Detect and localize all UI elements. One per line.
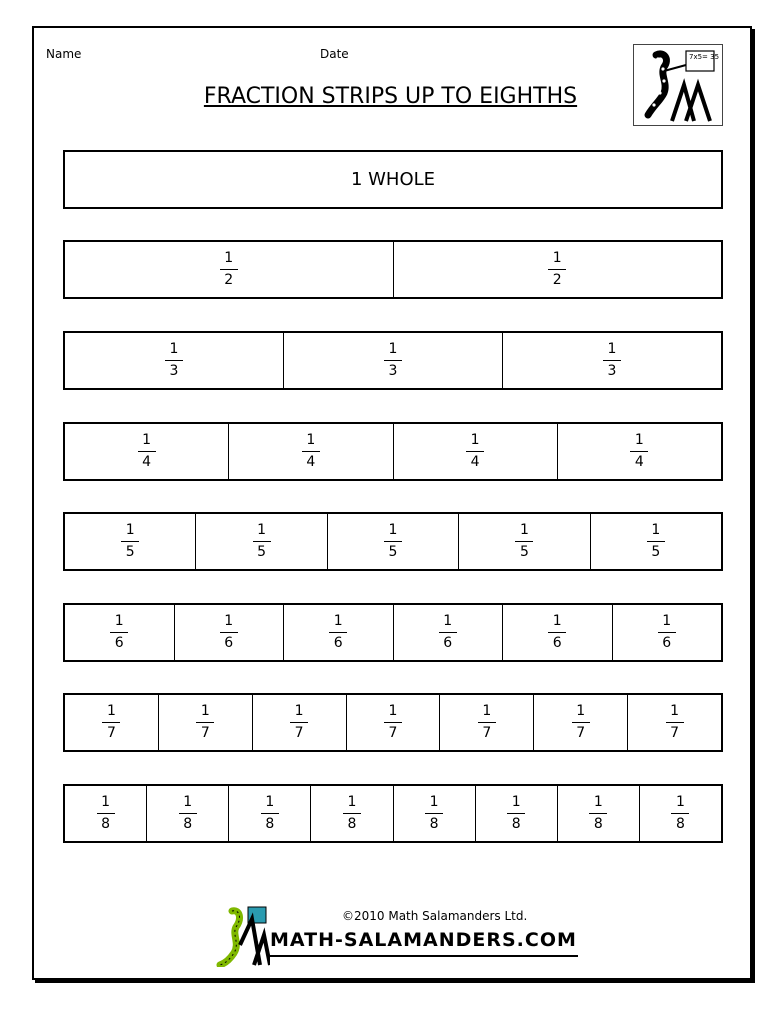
denominator: 3 <box>607 363 617 379</box>
fraction-cell <box>557 424 721 479</box>
fraction-cell <box>533 695 627 750</box>
fraction-bar <box>603 360 621 361</box>
fraction-cell <box>393 242 722 297</box>
strip-2ths <box>63 240 723 299</box>
fraction <box>261 794 279 833</box>
fraction <box>630 432 648 471</box>
fraction-cell <box>65 424 228 479</box>
numerator: 1 <box>429 794 439 810</box>
fraction-cell <box>627 695 721 750</box>
fraction-bar <box>220 632 238 633</box>
footer <box>210 905 590 967</box>
numerator: 1 <box>142 432 152 448</box>
fraction-bar <box>196 722 214 723</box>
denominator: 7 <box>482 725 492 741</box>
fraction <box>253 522 271 561</box>
denominator: 4 <box>470 454 480 470</box>
fraction-bar <box>261 813 279 814</box>
date-label: Date <box>320 47 349 61</box>
numerator: 1 <box>593 794 603 810</box>
fraction-bar <box>165 360 183 361</box>
fraction <box>220 613 238 652</box>
fraction-bar <box>343 813 361 814</box>
fraction-cell <box>174 605 284 660</box>
numerator: 1 <box>443 613 453 629</box>
fraction-cell <box>639 786 721 841</box>
fraction <box>329 613 347 652</box>
fraction <box>515 522 533 561</box>
denominator: 6 <box>662 635 672 651</box>
fraction <box>97 794 115 833</box>
fraction <box>589 794 607 833</box>
fraction <box>603 341 621 380</box>
numerator: 1 <box>482 703 492 719</box>
numerator: 1 <box>388 341 398 357</box>
fraction-cell <box>65 786 146 841</box>
fraction <box>110 613 128 652</box>
denominator: 3 <box>388 363 398 379</box>
fraction-bar <box>515 541 533 542</box>
denominator: 6 <box>224 635 234 651</box>
numerator: 1 <box>388 703 398 719</box>
fraction-cell <box>458 514 589 569</box>
fraction <box>507 794 525 833</box>
numerator: 1 <box>224 250 234 266</box>
salamander-logo-icon <box>633 44 723 126</box>
denominator: 2 <box>552 272 562 288</box>
fraction <box>572 703 590 742</box>
fraction-bar <box>548 269 566 270</box>
numerator: 1 <box>306 432 316 448</box>
fraction-cell <box>195 514 326 569</box>
fraction-bar <box>671 813 689 814</box>
numerator: 1 <box>634 432 644 448</box>
numerator: 1 <box>114 613 124 629</box>
numerator: 1 <box>265 794 275 810</box>
fraction <box>102 703 120 742</box>
fraction-cell <box>439 695 533 750</box>
denominator: 6 <box>552 635 562 651</box>
strip-7ths <box>63 693 723 752</box>
fraction <box>439 613 457 652</box>
fraction <box>466 432 484 471</box>
fraction-cell <box>327 514 458 569</box>
name-label: Name <box>46 47 82 61</box>
denominator: 5 <box>651 544 661 560</box>
denominator: 5 <box>125 544 135 560</box>
strip-5ths <box>63 512 723 571</box>
denominator: 4 <box>634 454 644 470</box>
fraction-cell <box>393 424 557 479</box>
numerator: 1 <box>101 794 111 810</box>
denominator: 4 <box>306 454 316 470</box>
fraction-bar <box>478 722 496 723</box>
fraction <box>220 250 238 289</box>
copyright-text: ©2010 Math Salamanders Ltd. <box>342 909 528 923</box>
fraction <box>138 432 156 471</box>
denominator: 7 <box>576 725 586 741</box>
fraction <box>121 522 139 561</box>
denominator: 3 <box>169 363 179 379</box>
footer-salamander-icon <box>210 905 270 967</box>
numerator: 1 <box>200 703 210 719</box>
strip-8ths <box>63 784 723 843</box>
numerator: 1 <box>675 794 685 810</box>
fraction-bar <box>384 360 402 361</box>
fraction <box>425 794 443 833</box>
fraction-bar <box>138 451 156 452</box>
whole-label: 1 WHOLE <box>350 169 436 190</box>
fraction-cell <box>393 605 503 660</box>
strip-4ths <box>63 422 723 481</box>
denominator: 5 <box>388 544 398 560</box>
fraction-cell <box>475 786 557 841</box>
fraction-bar <box>253 541 271 542</box>
denominator: 2 <box>224 272 234 288</box>
fraction-cell <box>502 605 612 660</box>
fraction-bar <box>384 541 402 542</box>
denominator: 6 <box>114 635 124 651</box>
numerator: 1 <box>519 522 529 538</box>
page-title: FRACTION STRIPS UP TO EIGHTHS <box>203 84 578 109</box>
numerator: 1 <box>257 522 267 538</box>
fraction-bar <box>658 632 676 633</box>
denominator: 8 <box>101 816 111 832</box>
fraction-bar <box>507 813 525 814</box>
fraction-cell <box>228 786 310 841</box>
numerator: 1 <box>106 703 116 719</box>
fraction <box>290 703 308 742</box>
fraction-bar <box>384 722 402 723</box>
brand-underline <box>270 955 578 957</box>
numerator: 1 <box>169 341 179 357</box>
fraction-bar <box>97 813 115 814</box>
fraction <box>302 432 320 471</box>
fraction-bar <box>548 632 566 633</box>
denominator: 7 <box>388 725 398 741</box>
fraction <box>666 703 684 742</box>
numerator: 1 <box>470 432 480 448</box>
fraction <box>196 703 214 742</box>
fraction-bar <box>630 451 648 452</box>
denominator: 4 <box>142 454 152 470</box>
logo-board-text: 7x5= 35 <box>689 53 720 61</box>
denominator: 5 <box>519 544 529 560</box>
denominator: 6 <box>333 635 343 651</box>
numerator: 1 <box>125 522 135 538</box>
fraction-cell <box>158 695 252 750</box>
fraction-bar <box>102 722 120 723</box>
fraction-bar <box>425 813 443 814</box>
denominator: 8 <box>511 816 521 832</box>
numerator: 1 <box>552 613 562 629</box>
denominator: 7 <box>294 725 304 741</box>
numerator: 1 <box>511 794 521 810</box>
fraction-cell <box>252 695 346 750</box>
denominator: 8 <box>593 816 603 832</box>
denominator: 8 <box>347 816 357 832</box>
denominator: 8 <box>265 816 275 832</box>
fraction <box>384 522 402 561</box>
whole-strip <box>63 150 723 209</box>
fraction-cell <box>590 514 721 569</box>
numerator: 1 <box>224 613 234 629</box>
numerator: 1 <box>183 794 193 810</box>
fraction <box>384 341 402 380</box>
numerator: 1 <box>651 522 661 538</box>
numerator: 1 <box>294 703 304 719</box>
fraction <box>671 794 689 833</box>
fraction-cell <box>65 605 174 660</box>
fraction-bar <box>110 632 128 633</box>
fraction-bar <box>290 722 308 723</box>
denominator: 8 <box>429 816 439 832</box>
denominator: 6 <box>443 635 453 651</box>
fraction-bar <box>589 813 607 814</box>
fraction-cell <box>557 786 639 841</box>
fraction <box>179 794 197 833</box>
fraction-bar <box>466 451 484 452</box>
fraction-bar <box>179 813 197 814</box>
denominator: 8 <box>183 816 193 832</box>
fraction <box>647 522 665 561</box>
fraction <box>343 794 361 833</box>
numerator: 1 <box>662 613 672 629</box>
fraction <box>165 341 183 380</box>
numerator: 1 <box>388 522 398 538</box>
fraction-cell <box>146 786 228 841</box>
numerator: 1 <box>670 703 680 719</box>
denominator: 5 <box>257 544 267 560</box>
fraction <box>478 703 496 742</box>
denominator: 8 <box>675 816 685 832</box>
denominator: 7 <box>106 725 116 741</box>
fraction <box>548 613 566 652</box>
fraction-cell <box>65 333 283 388</box>
numerator: 1 <box>347 794 357 810</box>
fraction-cell <box>283 605 393 660</box>
fraction-cell <box>393 786 475 841</box>
fraction-cell <box>65 695 158 750</box>
fraction-cell <box>310 786 392 841</box>
fraction-cell <box>283 333 502 388</box>
fraction <box>548 250 566 289</box>
fraction-cell <box>65 242 393 297</box>
fraction-bar <box>121 541 139 542</box>
fraction-cell <box>502 333 721 388</box>
fraction-cell <box>65 514 195 569</box>
numerator: 1 <box>576 703 586 719</box>
fraction-bar <box>647 541 665 542</box>
fraction-bar <box>329 632 347 633</box>
denominator: 7 <box>200 725 210 741</box>
fraction-cell <box>228 424 392 479</box>
strip-6ths <box>63 603 723 662</box>
brand-text: MATH-SALAMANDERS.COM <box>270 929 577 951</box>
fraction-bar <box>439 632 457 633</box>
numerator: 1 <box>333 613 343 629</box>
fraction-cell <box>612 605 722 660</box>
fraction-bar <box>666 722 684 723</box>
numerator: 1 <box>552 250 562 266</box>
fraction-bar <box>572 722 590 723</box>
denominator: 7 <box>670 725 680 741</box>
fraction-bar <box>220 269 238 270</box>
fraction-cell <box>346 695 440 750</box>
fraction <box>658 613 676 652</box>
fraction-bar <box>302 451 320 452</box>
numerator: 1 <box>607 341 617 357</box>
fraction <box>384 703 402 742</box>
strip-3ths <box>63 331 723 390</box>
